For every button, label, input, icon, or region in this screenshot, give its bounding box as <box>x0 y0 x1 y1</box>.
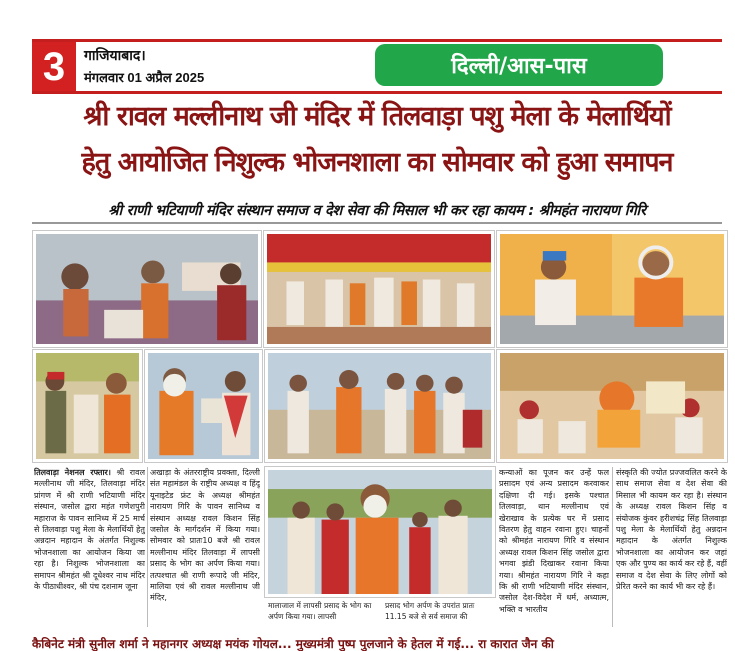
article-column-1 <box>34 467 145 627</box>
top-red-rule <box>32 39 722 42</box>
section-banner: दिल्ली/आस-पास <box>375 44 663 86</box>
column-1-text: श्री रावल मल्लीनाथ जी मंदिर, तिलवाड़ा मंदिर प्रांगण में श्री राणी भटियाणी मंदिर संस्थान, जसोल द्वारा महंत गणेशपुरी महाराज के पावन सानिध्य में 25 मार्च से तिलवाड़ा पशु मेला के मेलार्थियों हेतु अन्नदान महादान के अंतर्गत निशुल्क भोजनशाला का आयोजन किया जा रहा है। निशुल्क भोजनशाला का समापन श्रीमहंत श्री दूधेश्वर नाथ मंदिर के पीठाधीश्वर, श्री पंच दशनाम जूना <box>34 468 145 592</box>
city-name: गाजियाबाद। <box>84 47 146 63</box>
photo-saint-with-children <box>265 467 495 597</box>
photo-tent-gathering <box>264 231 494 347</box>
column-divider <box>612 467 613 627</box>
dateline: तिलवाड़ा नेशनल रफ्तार। <box>34 468 111 477</box>
subheadline: श्री राणी भटियाणी मंदिर संस्थान समाज व देश सेवा की मिसाल भी कर रहा कायम : श्रीमहंत नारायण गिरि <box>108 203 646 219</box>
column-divider <box>147 467 148 627</box>
headline-line-2: हेतु आयोजित निशुल्क भोजनशाला का सोमवार को हुआ समापन <box>81 147 673 178</box>
next-article-strip: कैबिनेट मंत्री सुनील शर्मा ने महानगर अध्यक्ष मयंक गोयल... मुख्यमंत्री पुष्प पुलजाने के हेतल में गई... रा कारात जैन की <box>32 637 554 651</box>
headline-line-1: श्री रावल मल्लीनाथ जी मंदिर में तिलवाड़ा पशु मेला के मेलार्थियों <box>83 101 671 132</box>
photo-ritual-offering <box>33 231 261 347</box>
article-column-4: प्रसाद भोग अर्पण के उपरांत प्रातः 11.15 बजे से सर्व समाज की <box>385 601 475 621</box>
article-column-5: कन्याओं का पूजन कर उन्हें फल प्रसादम एवं अन्य प्रसादम करवाकर दक्षिणा दी गई। इसके पश्चात तिलवाड़ा, थान मल्लीनाथ एवं खेराखाव के प्रत्येक घर में प्रसाद वितरण हेतु वाहन रवाना हुए। चाहनों को श्रीमहंत नारायण गिरि व संस्थान अध्यक्ष रावल किशन सिंह जसोल द्वारा भगवा झंडी दिखाकर रवाना किया गया। श्रीमहंत नारायण गिरि ने कहा कि श्री राणी भटियाणी मंदिर संस्थान, जसोल देश-विदेश में धर्म, अध्यात्म, भक्ति व भारतीय <box>499 468 609 614</box>
article-column-2: अखाड़ा के अंतरराष्ट्रीय प्रवक्ता, दिल्ली संत महामंडल के राष्ट्रीय अध्यक्ष व हिंदू यूनाइटेड फ्रंट के अध्यक्ष श्रीमहंत नारायण गिरि के पावन सानिध्य व संस्थान अध्यक्ष रावल किशन सिंह जसोल के मार्गदर्शन में किया गया। सोमवार को प्रातः10 बजे श्री रावल मल्लीनाथ मंदिर तिलवाड़ा में लापसी प्रसाद के भोग का अर्पण किया गया। तत्पश्चात श्री राणी रूपादे जी मंदिर, मालिया एवं श्री रावल मल्लीनाथ जी मंदिर, <box>150 468 260 603</box>
photo-seated-saints <box>497 231 727 347</box>
photo-group-crowd <box>265 350 494 462</box>
article-column-3: मालाजाल में लापसी प्रसाद के भोग का अर्पण किया गया। लापसी <box>268 601 372 621</box>
masthead-rule <box>32 91 722 94</box>
top-margin <box>0 0 735 40</box>
article-column-6: संस्कृति की ज्योत प्रज्जवलित करने के साथ समाज सेवा व देश सेवा की मिसाल भी कायम कर रहा है। संस्थान के अध्यक्ष रावल किशन सिंह व संयोजक कुंवर हरीशचंद्र सिंह तिलवाड़ा पशु मेला के मेलार्थियों हेतु अन्नदान महादान के अंतर्गत निशुल्क भोजनशाला का आयोजन कर जहां एक और पुण्य का कार्य कर रहे हैं, वहीं समाज व देश सेवा के लिए लोगों को प्रेरित करने का कार्य भी कर रहे हैं। <box>616 468 727 592</box>
subheadline-rule <box>32 222 722 224</box>
photo-seated-ceremony <box>497 350 727 462</box>
photo-memento-presentation <box>145 350 262 462</box>
photo-garland-welcome <box>33 350 142 462</box>
page-number: 3 <box>32 42 76 92</box>
issue-date: मंगलवार 01 अप्रैल 2025 <box>84 70 205 85</box>
